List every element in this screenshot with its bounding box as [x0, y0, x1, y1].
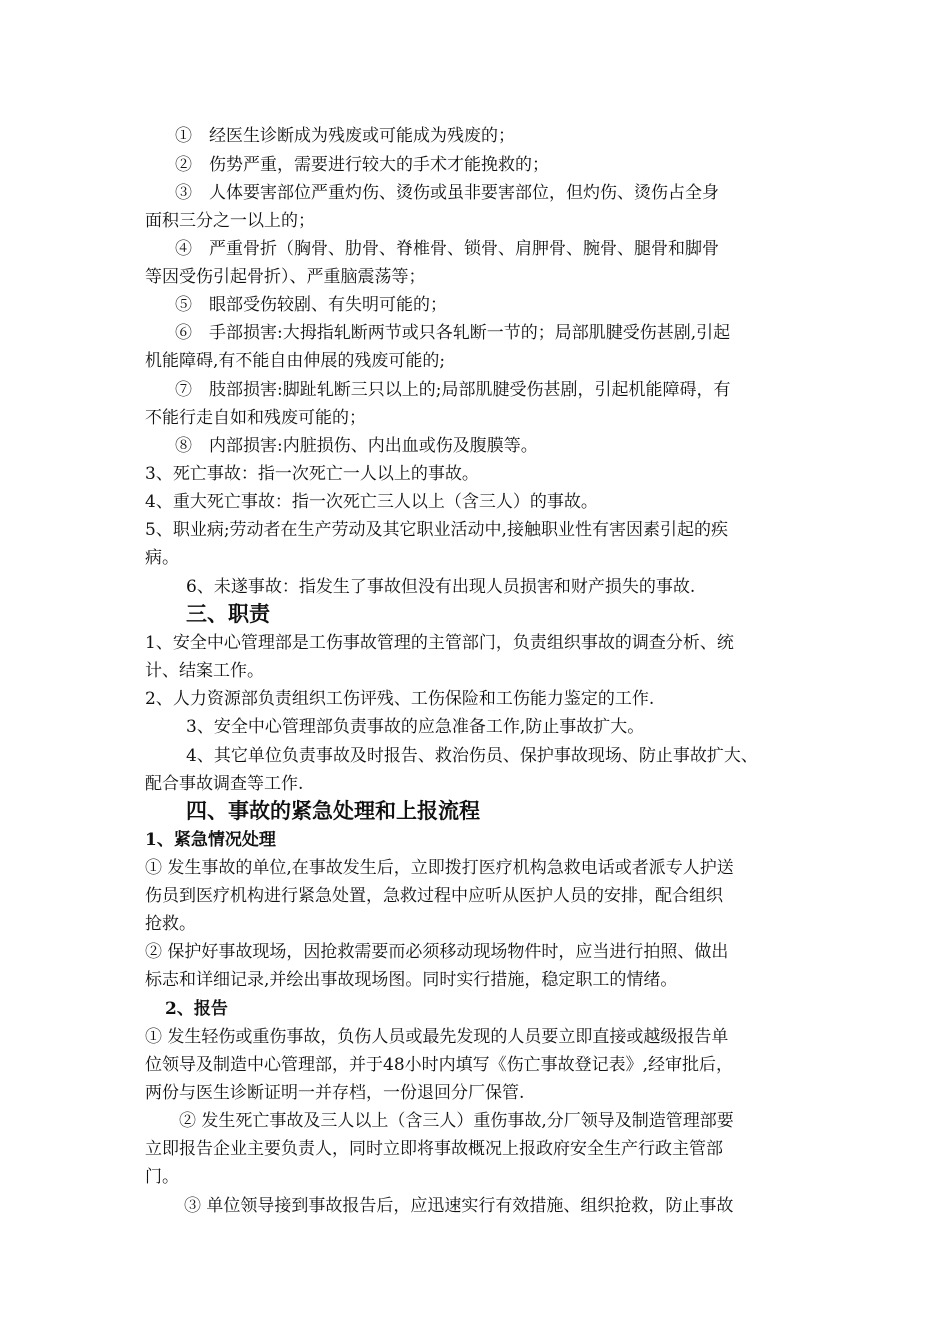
- injury-criterion-6-cont: 机能障碍,有不能自由伸展的残废可能的;: [145, 351, 446, 371]
- injury-criterion-8: ⑧ 内部损害:内脏损伤、内出血或伤及腹膜等。: [175, 436, 538, 456]
- injury-criterion-6: ⑥ 手部损害:大拇指轧断两节或只各轧断一节的；局部肌腱受伤甚剧,引起: [175, 323, 731, 343]
- report-item-2-cont-b: 门。: [145, 1167, 179, 1187]
- subheading-emergency-handling: 1、紧急情况处理: [145, 830, 276, 850]
- definition-6: 6、未遂事故：指发生了事故但没有出现人员损害和财产损失的事故.: [186, 577, 696, 597]
- definition-5: 5、职业病;劳动者在生产劳动及其它职业活动中,接触职业性有害因素引起的疾: [145, 520, 728, 540]
- injury-criterion-4: ④ 严重骨折（胸骨、肋骨、脊椎骨、锁骨、肩胛骨、腕骨、腿骨和脚骨: [175, 239, 719, 259]
- report-item-2-cont-a: 立即报告企业主要负责人，同时立即将事故概况上报政府安全生产行政主管部: [145, 1139, 723, 1159]
- subheading-report: 2、报告: [165, 999, 228, 1019]
- emergency-item-1-cont-a: 伤员到医疗机构进行紧急处置，急救过程中应听从医护人员的安排，配合组织: [145, 886, 723, 906]
- injury-criterion-7: ⑦ 肢部损害:脚趾轧断三只以上的;局部肌腱受伤甚剧，引起机能障碍，有: [175, 380, 731, 400]
- injury-criterion-2: ② 伤势严重，需要进行较大的手术才能挽救的；: [175, 155, 549, 175]
- definition-5-cont: 病。: [145, 548, 179, 568]
- report-item-2: ② 发生死亡事故及三人以上（含三人）重伤事故,分厂领导及制造管理部要: [179, 1111, 734, 1131]
- injury-criterion-3: ③ 人体要害部位严重灼伤、烫伤或虽非要害部位，但灼伤、烫伤占全身: [175, 183, 719, 203]
- injury-criterion-3-cont: 面积三分之一以上的；: [145, 211, 315, 231]
- injury-criterion-4-cont: 等因受伤引起骨折）、严重脑震荡等；: [145, 267, 426, 287]
- report-item-1-cont-a: 位领导及制造中心管理部，并于48小时内填写《伤亡事故登记表》,经审批后，: [145, 1055, 734, 1075]
- injury-criterion-7-cont: 不能行走自如和残废可能的；: [145, 408, 366, 428]
- responsibility-3: 3、安全中心管理部负责事故的应急准备工作,防止事故扩大。: [186, 717, 645, 737]
- emergency-item-2: ② 保护好事故现场，因抢救需要而必须移动现场物件时，应当进行拍照、做出: [145, 942, 729, 962]
- responsibility-4: 4、其它单位负责事故及时报告、救治伤员、保护事故现场、防止事故扩大、: [186, 746, 758, 766]
- emergency-item-2-cont: 标志和详细记录,并绘出事故现场图。同时实行措施，稳定职工的情绪。: [145, 970, 678, 990]
- responsibility-4-cont: 配合事故调查等工作.: [145, 774, 304, 794]
- responsibility-1-cont: 计、结案工作。: [145, 661, 264, 681]
- injury-criterion-5: ⑤ 眼部受伤较剧、有失明可能的；: [175, 295, 447, 315]
- emergency-item-1-cont-b: 抢救。: [145, 914, 196, 934]
- emergency-item-1: ① 发生事故的单位,在事故发生后，立即拨打医疗机构急救电话或者派专人护送: [145, 858, 734, 878]
- responsibility-1: 1、安全中心管理部是工伤事故管理的主管部门，负责组织事故的调查分析、统: [145, 633, 734, 653]
- report-item-1: ① 发生轻伤或重伤事故，负伤人员或最先发现的人员要立即直接或越级报告单: [145, 1027, 729, 1047]
- definition-3: 3、死亡事故：指一次死亡一人以上的事故。: [145, 464, 479, 484]
- definition-4: 4、重大死亡事故：指一次死亡三人以上（含三人）的事故。: [145, 492, 598, 512]
- section-heading-responsibilities: 三、职责: [186, 601, 270, 626]
- report-item-3: ③ 单位领导接到事故报告后，应迅速实行有效措施、组织抢救，防止事故: [184, 1196, 734, 1216]
- report-item-1-cont-b: 两份与医生诊断证明一并存档，一份退回分厂保管.: [145, 1083, 525, 1103]
- responsibility-2: 2、人力资源部负责组织工伤评残、工伤保险和工伤能力鉴定的工作.: [145, 689, 655, 709]
- section-heading-emergency: 四、事故的紧急处理和上报流程: [186, 798, 480, 823]
- injury-criterion-1: ① 经医生诊断成为残废或可能成为残废的；: [175, 126, 515, 146]
